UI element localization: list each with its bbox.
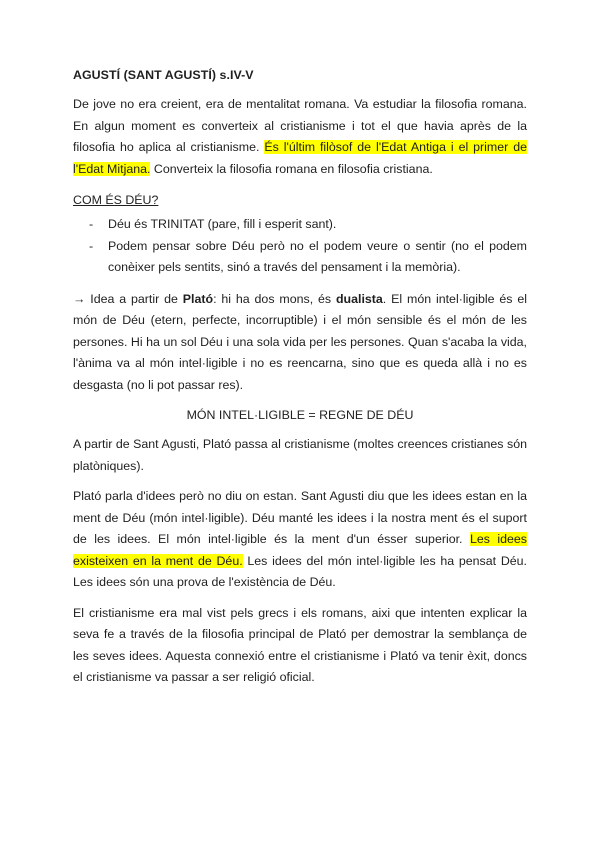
intro-text-a: De jove no era creient, era de mentalitat romana. Va estudiar la filosofia romana. En algun moment es converteix al cristianisme i tot el que havia après de la filosofia ho aplica al cristianisme.: [73, 97, 527, 154]
idees-highlight: Les idees existeixen en la ment de Déu.: [73, 532, 528, 568]
plato-text-d: . El món intel·ligible és el món de Déu (etern, perfecte, incorruptible) i el món sensible és el món de les persones. Hi ha un sol Déu i una sola vida per les persones. Quan s'acaba la vida, l'ànima va al món intel·ligible i no es reencarna, sino que es queda allà i no es desgasta (no li pot passar res).: [73, 291, 527, 392]
list-item-text: Déu és TRINITAT (pare, fill i esperit sant).: [108, 217, 337, 231]
paragraph-cristianisme: El cristianisme era mal vist pels grecs i els romans, aixi que intenten explicar la seva fe a través de la filosofia principal de Plató per demostrar la semblança de les seves idees. Aquesta connexió entre el cristianisme i Plató va tenir èxit, doncs el cristianisme va passar a ser religió oficial.: [73, 605, 527, 684]
paragraph-plato-idea: [73, 289, 527, 397]
intro-highlight: És l'últim filòsof de l'Edat Antiga i el primer de l'Edat Mitjana.: [73, 140, 527, 176]
paragraph-idees: [73, 486, 527, 594]
center-heading: MÓN INTEL·LIGIBLE = REGNE DE DÉU: [186, 408, 414, 422]
paragraph-intro: [73, 94, 527, 180]
plato-text-a: → Idea a partir de: [73, 291, 183, 306]
section-heading-com-es-deu: COM ÉS DÉU?: [73, 193, 159, 207]
list-item: [73, 236, 527, 279]
bullet-list: [73, 214, 527, 279]
paragraph-agusti-plato: A partir de Sant Agusti, Plató passa al cristianisme (moltes creences cristianes són platòniques).: [73, 437, 527, 473]
bullet-dash: -: [89, 217, 94, 231]
plato-bold-dualista: dualista: [335, 291, 383, 306]
list-item-text: Podem pensar sobre Déu però no el podem veure o sentir (no el podem conèixer pels sentits, sinó a través del pensament i la memòria).: [108, 238, 527, 274]
document-title: AGUSTÍ (SANT AGUSTÍ) s.IV-V: [73, 68, 254, 82]
list-item: [73, 214, 527, 236]
plato-text-c: : hi ha dos mons, és: [213, 291, 336, 306]
bullet-dash: -: [89, 238, 94, 253]
idees-text-a: Plató parla d'idees però no diu on estan. Sant Agusti diu que les idees estan en la ment de Déu (món intel·ligible). Déu manté les idees i la nostra ment és el suport de les idees. El món intel·ligible és la ment d'un ésser superior.: [73, 489, 527, 546]
intro-text-b: Converteix la filosofia romana en filosofia cristiana.: [150, 161, 433, 176]
idees-text-b: Les idees del món intel·ligible les ha pensat Déu. Les idees són una prova de l'existència de Déu.: [73, 553, 527, 589]
plato-bold-name: Plató: [182, 291, 214, 306]
